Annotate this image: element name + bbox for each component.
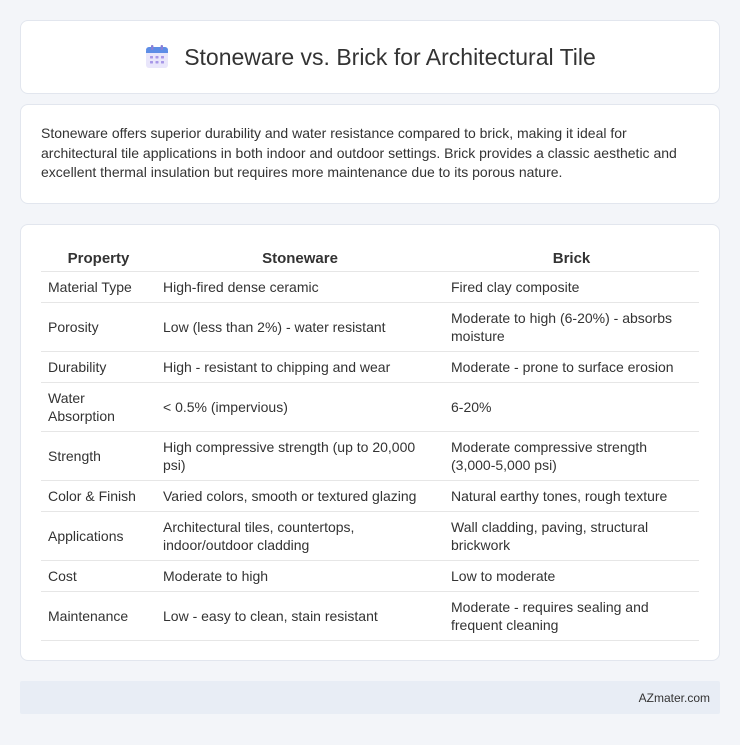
- table-row: [41, 560, 699, 591]
- comparison-table: [41, 245, 699, 641]
- property-cell: Maintenance: [41, 591, 156, 640]
- summary-text: Stoneware offers superior durability and water resistance compared to brick, making it ideal for architectural tile applications in both indoor and outdoor settings. Brick provides a classic aesthetic and excellent thermal insulation but requires more maintenance due to its porous nature.: [41, 125, 677, 180]
- stoneware-cell: Architectural tiles, countertops, indoor/outdoor cladding: [156, 511, 444, 560]
- stoneware-cell: Low (less than 2%) - water resistant: [156, 302, 444, 351]
- summary-card: [20, 104, 720, 204]
- property-cell: Durability: [41, 351, 156, 382]
- table-header-row: [41, 245, 699, 271]
- property-cell: Porosity: [41, 302, 156, 351]
- stoneware-cell: High - resistant to chipping and wear: [156, 351, 444, 382]
- stoneware-cell: Low - easy to clean, stain resistant: [156, 591, 444, 640]
- brick-cell: Moderate - requires sealing and frequent cleaning: [444, 591, 699, 640]
- brick-cell: Moderate to high (6-20%) - absorbs moisture: [444, 302, 699, 351]
- stoneware-cell: High compressive strength (up to 20,000 psi): [156, 431, 444, 480]
- header-brick: Brick: [444, 245, 699, 271]
- table-row: [41, 271, 699, 302]
- property-cell: Material Type: [41, 271, 156, 302]
- property-cell: Applications: [41, 511, 156, 560]
- stoneware-cell: High-fired dense ceramic: [156, 271, 444, 302]
- header-stoneware: Stoneware: [156, 245, 444, 271]
- property-cell: Cost: [41, 560, 156, 591]
- brick-cell: Fired clay composite: [444, 271, 699, 302]
- brick-cell: 6-20%: [444, 382, 699, 431]
- footer-brand: AZmater.com: [638, 690, 710, 705]
- table-row: [41, 351, 699, 382]
- property-cell: Water Absorption: [41, 382, 156, 431]
- property-cell: Color & Finish: [41, 480, 156, 511]
- calendar-icon: [144, 44, 170, 70]
- brick-cell: Wall cladding, paving, structural brickwork: [444, 511, 699, 560]
- stoneware-cell: Moderate to high: [156, 560, 444, 591]
- table-row: [41, 480, 699, 511]
- header-property: Property: [41, 245, 156, 271]
- brick-cell: Natural earthy tones, rough texture: [444, 480, 699, 511]
- title-card: [20, 20, 720, 94]
- title-wrap: [144, 44, 596, 71]
- stoneware-cell: Varied colors, smooth or textured glazing: [156, 480, 444, 511]
- table-row: [41, 431, 699, 480]
- brick-cell: Low to moderate: [444, 560, 699, 591]
- table-row: [41, 302, 699, 351]
- page-title: Stoneware vs. Brick for Architectural Tile: [184, 43, 596, 70]
- brick-cell: Moderate compressive strength (3,000-5,000 psi): [444, 431, 699, 480]
- table-row: [41, 382, 699, 431]
- footer-bar: [20, 681, 720, 714]
- stoneware-cell: < 0.5% (impervious): [156, 382, 444, 431]
- property-cell: Strength: [41, 431, 156, 480]
- table-row: [41, 591, 699, 640]
- brick-cell: Moderate - prone to surface erosion: [444, 351, 699, 382]
- table-card: [20, 224, 720, 661]
- table-row: [41, 511, 699, 560]
